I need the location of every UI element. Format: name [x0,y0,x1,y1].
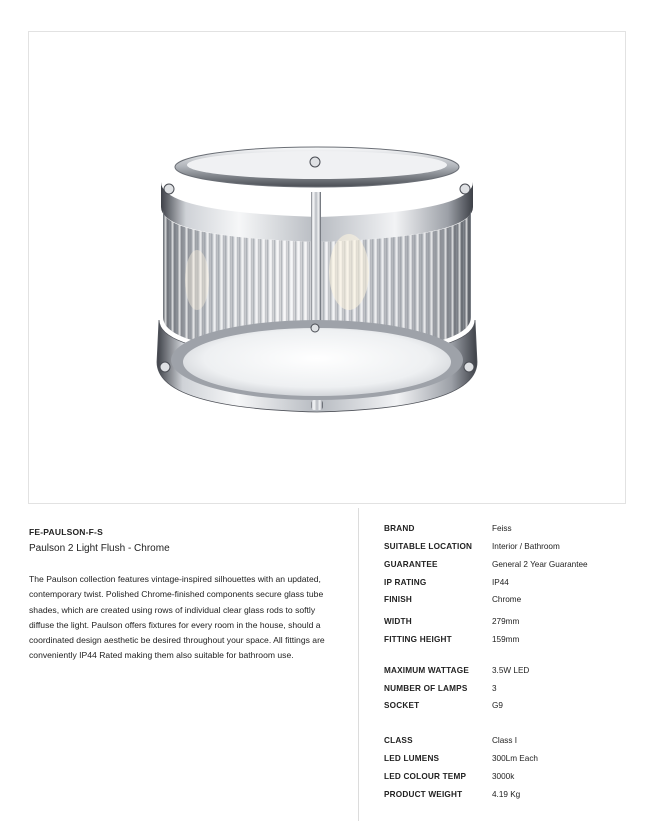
spec-label: BRAND [384,524,415,533]
spec-label: CLASS [384,736,413,745]
spec-label: NUMBER OF LAMPS [384,684,468,693]
spec-row-class [384,736,644,750]
spec-row-fitting-height [384,635,644,649]
spec-label: LED COLOUR TEMP [384,772,467,781]
light-fixture [157,147,477,412]
spec-value: Class I [492,736,518,745]
spec-row-brand [384,524,644,538]
spec-value: General 2 Year Guarantee [492,560,588,569]
spec-value: 279mm [492,617,520,626]
spec-row-width [384,617,644,631]
spec-label: SOCKET [384,701,420,710]
product-description: The Paulson collection features vintage-inspired silhouettes with an updated, contemporary twist. Polished Chrome-finished components secure glass tube shades, which are created using rows of individual clear glass rods to softly diffuse the light. Paulson offers fixtures for every room in the house, should a coordinated design aesthetic be desired throughout your space. All fittings are conveniently IP44 Rated making them also suitable for bathroom use. [29,574,325,661]
spec-row-guarantee [384,560,644,574]
spec-value: IP44 [492,578,509,587]
spec-row-led-colour-temp [384,772,644,786]
spec-value: 3.5W LED [492,666,530,675]
spec-value: Interior / Bathroom [492,542,560,551]
spec-label: PRODUCT WEIGHT [384,790,463,799]
spec-row-suitable-location [384,542,644,556]
spec-label: FITTING HEIGHT [384,635,452,644]
spec-label: LED LUMENS [384,754,440,763]
product-image-frame [28,31,626,504]
spec-value: 159mm [492,635,520,644]
spec-label: FINISH [384,595,413,604]
product-image [29,32,627,505]
product-sku: FE-PAULSON-F-S [29,527,103,537]
spec-value: 4.19 Kg [492,790,521,799]
spec-label: WIDTH [384,617,412,626]
spec-row-finish [384,595,644,609]
spec-row-ip-rating [384,578,644,592]
spec-label: MAXIMUM WATTAGE [384,666,470,675]
spec-row-socket [384,701,644,715]
product-info [29,527,329,664]
spec-row-number-of-lamps [384,684,644,698]
spec-label: SUITABLE LOCATION [384,542,473,551]
spec-label: GUARANTEE [384,560,438,569]
spec-row-maximum-wattage [384,666,644,680]
spec-value: G9 [492,701,503,710]
spec-value: Feiss [492,524,512,533]
spec-value: 3 [492,684,497,693]
product-name: Paulson 2 Light Flush - Chrome [29,543,170,554]
spec-row-product-weight [384,790,644,804]
spec-value: 300Lm Each [492,754,538,763]
spec-value: Chrome [492,595,522,604]
spec-row-led-lumens [384,754,644,768]
column-divider [358,508,359,821]
spec-value: 3000k [492,772,515,781]
spec-label: IP RATING [384,578,427,587]
